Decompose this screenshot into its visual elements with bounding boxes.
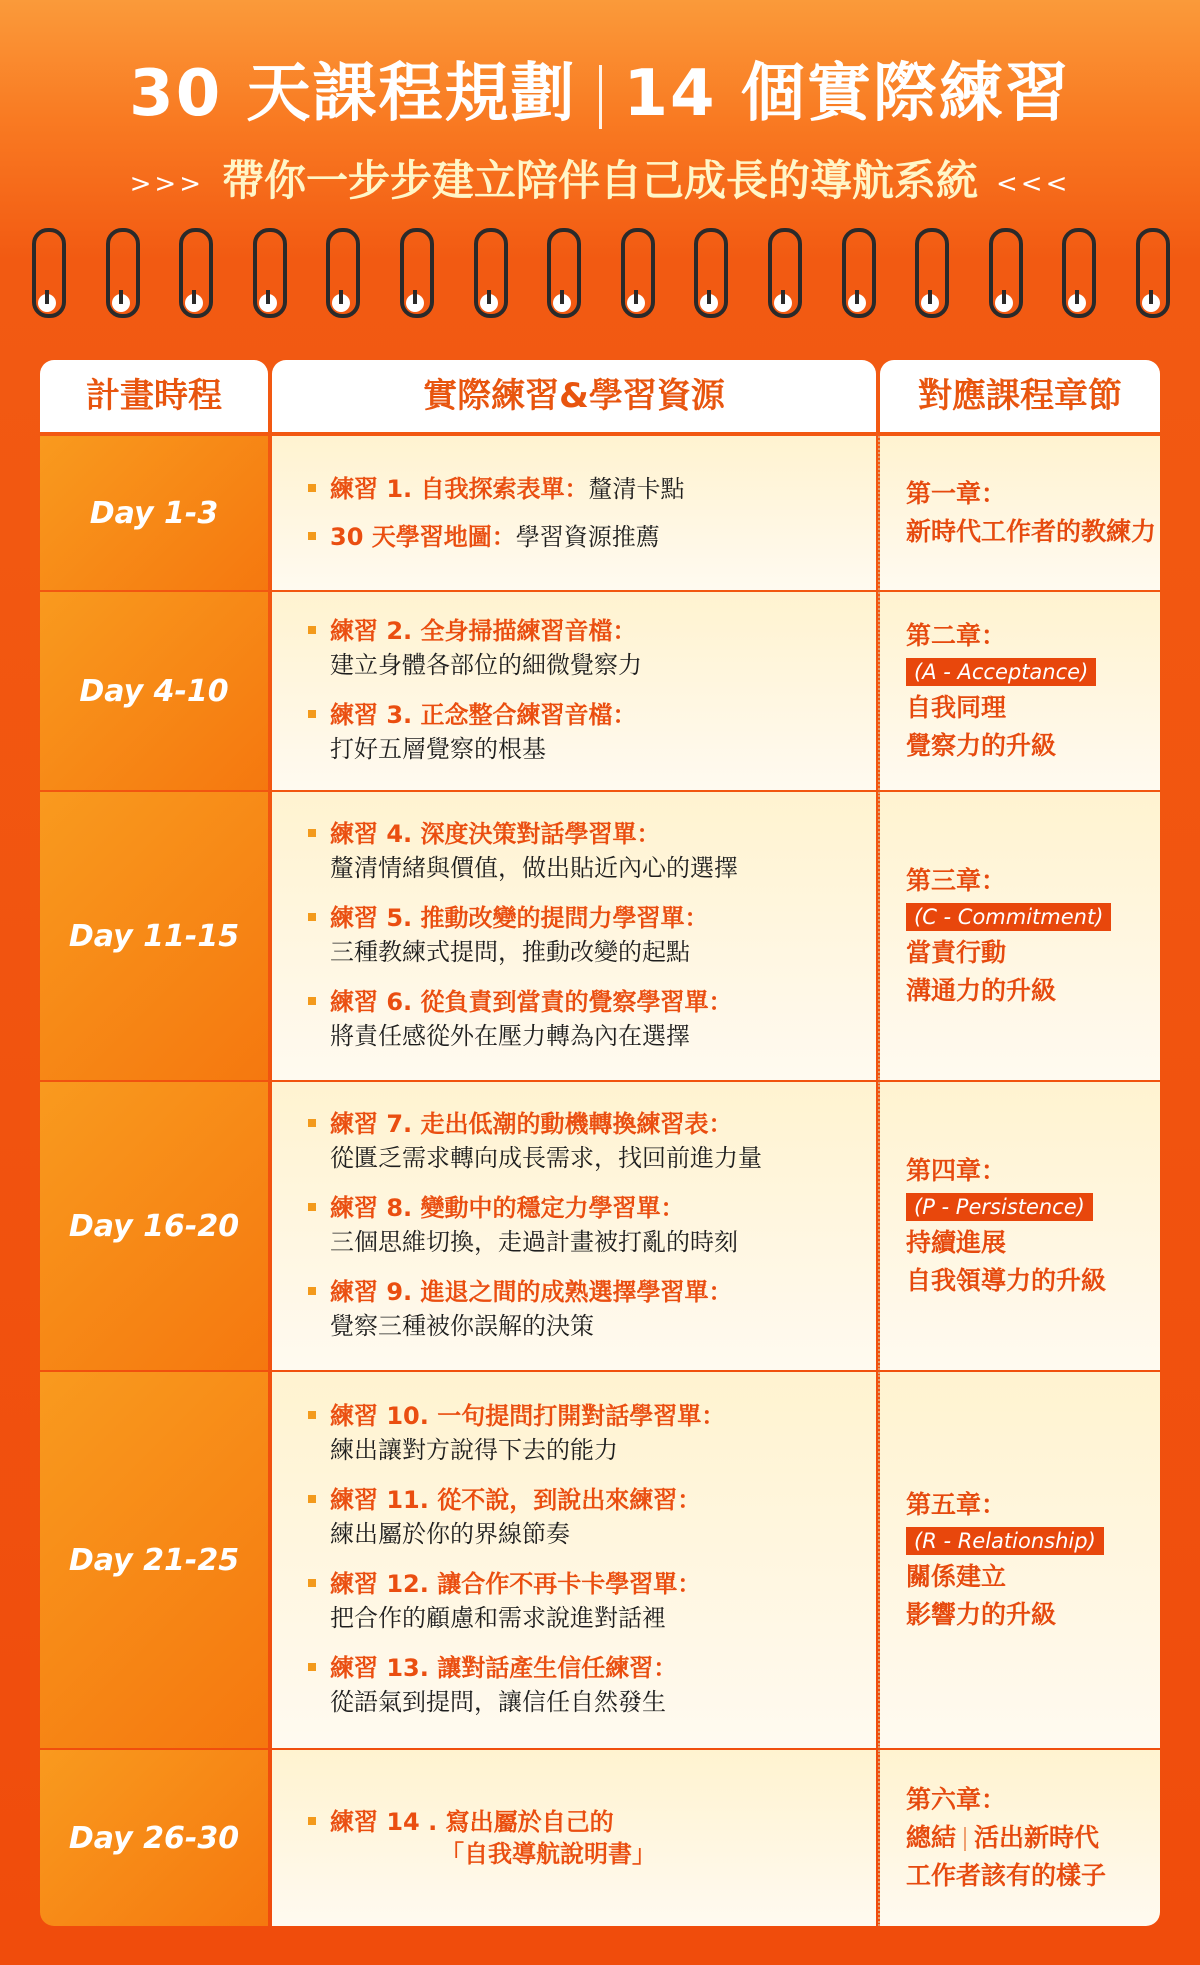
day-range: Day 16-20 [40,1082,268,1370]
binder-ring [617,228,655,320]
binder-ring [102,228,140,320]
chapter-subtitle: 溝通力的升級 [906,976,1057,1005]
practice-title: 練習 4. 深度決策對話學習單： [330,820,661,848]
chapter-title: 持續進展 [906,1228,1007,1257]
day-range: Day 21-25 [40,1372,268,1748]
column-divider [878,592,880,790]
practice-title: 練習 7. 走出低潮的動機轉換練習表： [330,1110,733,1138]
practice-item [272,986,876,1054]
column-divider [878,792,880,1080]
practice-item [272,1192,876,1260]
chapter-subtitle: 自我領導力的升級 [906,1266,1107,1295]
bullet-icon [308,997,316,1005]
practice-desc: 從匱乏需求轉向成長需求，找回前進力量 [330,1144,762,1172]
day-range: Day 4-10 [40,592,268,790]
practice-desc: 練出屬於你的界線節奏 [330,1520,570,1548]
practice-item [272,818,876,886]
chapter-title: 新時代工作者的教練力 [906,517,1157,546]
practice-desc: 建立身體各部位的細微覺察力 [330,651,642,679]
page-title [0,42,1200,134]
chapter-cell [880,592,1160,790]
bullet-icon [308,1411,316,1419]
right-arrows: <<< [996,168,1071,199]
practice-item [272,1400,876,1468]
bullet-icon [308,1663,316,1671]
column-divider [878,1372,880,1748]
chapter-cell [880,792,1160,1080]
practice-desc: 三個思維切換，走過計畫被打亂的時刻 [330,1228,738,1256]
column-divider [878,1082,880,1370]
title-left: 30 天課程規劃 [129,57,577,131]
chapter-number: 第一章： [906,479,1007,508]
practice-item [272,1484,876,1552]
practice-cell [272,1082,876,1370]
bullet-icon [308,1495,316,1503]
practice-cell [272,1372,876,1748]
chapter-number: 第二章： [906,621,1007,650]
chapter-tag: (C - Commitment) [906,903,1111,931]
practice-desc: 三種教練式提問，推動改變的起點 [330,938,690,966]
chapter-title: 關係建立 [906,1562,1007,1591]
practice-cell [272,436,876,590]
binder-ring [838,228,876,320]
bullet-icon [308,484,316,492]
practice-title: 練習 2. 全身掃描練習音檔： [330,617,637,645]
practice-item [272,1568,876,1636]
chapter-subtitle: 工作者該有的樣子 [906,1861,1107,1890]
binder-ring [249,228,287,320]
left-arrows: >>> [129,168,204,199]
practice-title-2: 「自我導航說明書」 [440,1840,656,1868]
header-schedule: 計畫時程 [40,360,268,432]
chapter-title: 自我同理 [906,693,1007,722]
binder-ring [1058,228,1096,320]
practice-desc: 將責任感從外在壓力轉為內在選擇 [330,1022,690,1050]
practice-title: 練習 3. 正念整合練習音檔： [330,701,637,729]
binder-ring [543,228,581,320]
bullet-icon [308,1287,316,1295]
practice-item [272,615,876,683]
practice-desc: 從語氣到提問，讓信任自然發生 [330,1688,666,1716]
binder-ring [1132,228,1170,320]
practice-item [272,1108,876,1176]
subtitle-text: 帶你一步步建立陪伴自己成長的導航系統 [221,156,978,205]
chapter-number: 第五章： [906,1490,1007,1519]
day-range: Day 11-15 [40,792,268,1080]
chapter-number: 第三章： [906,866,1007,895]
practice-item [272,902,876,970]
practice-cell [272,1750,876,1926]
chapter-number: 第六章： [906,1785,1007,1814]
binder-ring [690,228,728,320]
practice-item [272,1806,876,1870]
column-divider [878,1750,880,1926]
practice-desc: 打好五層覺察的根基 [330,735,546,763]
chapter-title: 當責行動 [906,938,1007,967]
practice-title: 練習 5. 推動改變的提問力學習單： [330,904,709,932]
practice-desc: 練出讓對方說得下去的能力 [330,1436,618,1464]
chapter-tag: (A - Acceptance) [906,658,1096,686]
practice-inline: 學習資源推薦 [515,523,660,551]
binder-ring [322,228,360,320]
practice-desc: 釐清情緒與價值，做出貼近內心的選擇 [330,854,738,882]
binder-ring [911,228,949,320]
column-divider [878,436,880,590]
binder-ring [985,228,1023,320]
chapter-subtitle: 覺察力的升級 [906,731,1057,760]
practice-title: 30 天學習地圖：學習資源推薦 [330,523,660,551]
practice-item [272,699,876,767]
bullet-icon [308,710,316,718]
bullet-icon [308,1817,316,1825]
chapter-number: 第四章： [906,1156,1007,1185]
practice-title: 練習 10. 一句提問打開對話學習單： [330,1402,726,1430]
practice-inline: 釐清卡點 [588,475,685,503]
page-subtitle [0,148,1200,208]
practice-title: 練習 6. 從負責到當責的覺察學習單： [330,988,733,1016]
binder-ring [175,228,213,320]
practice-title: 練習 1. 自我探索表單：釐清卡點 [330,475,685,503]
title-divider [599,65,602,129]
bullet-icon [308,829,316,837]
chapter-tag: (P - Persistence) [906,1193,1093,1221]
header-practice: 實際練習&學習資源 [272,360,876,432]
chapter-cell [880,436,1160,590]
chapter-cell [880,1082,1160,1370]
practice-cell [272,592,876,790]
practice-title: 練習 11. 從不說，到說出來練習： [330,1486,702,1514]
bullet-icon [308,913,316,921]
practice-item [272,1276,876,1344]
chapter-title: 總結 活出新時代 [906,1823,1100,1852]
practice-item [272,473,876,505]
binder-ring [396,228,434,320]
bullet-icon [308,626,316,634]
practice-title: 練習 9. 進退之間的成熟選擇學習單： [330,1278,733,1306]
chapter-subtitle: 影響力的升級 [906,1600,1057,1629]
practice-item [272,521,876,553]
bullet-icon [308,532,316,540]
practice-cell [272,792,876,1080]
binder-ring [470,228,508,320]
practice-desc: 覺察三種被你誤解的決策 [330,1312,594,1340]
title-right: 14 個實際練習 [623,57,1071,131]
day-range: Day 26-30 [40,1750,268,1926]
chapter-cell [880,1750,1160,1926]
chapter-cell [880,1372,1160,1748]
bullet-icon [308,1203,316,1211]
bullet-icon [308,1579,316,1587]
bullet-icon [308,1119,316,1127]
binder-ring [764,228,802,320]
practice-title: 練習 12. 讓合作不再卡卡學習單： [330,1570,702,1598]
binder-ring [28,228,66,320]
practice-title: 練習 8. 變動中的穩定力學習單： [330,1194,685,1222]
practice-desc: 把合作的顧慮和需求說進對話裡 [330,1604,666,1632]
practice-item [272,1652,876,1720]
header-chapter: 對應課程章節 [880,360,1160,432]
calendar-rings [28,228,1172,328]
course-table [40,360,1160,1926]
day-range: Day 1-3 [40,436,268,590]
practice-title: 練習 13. 讓對話產生信任練習： [330,1654,678,1682]
chapter-tag: (R - Relationship) [906,1527,1104,1555]
practice-title: 練習 14 . 寫出屬於自己的 [330,1808,614,1836]
